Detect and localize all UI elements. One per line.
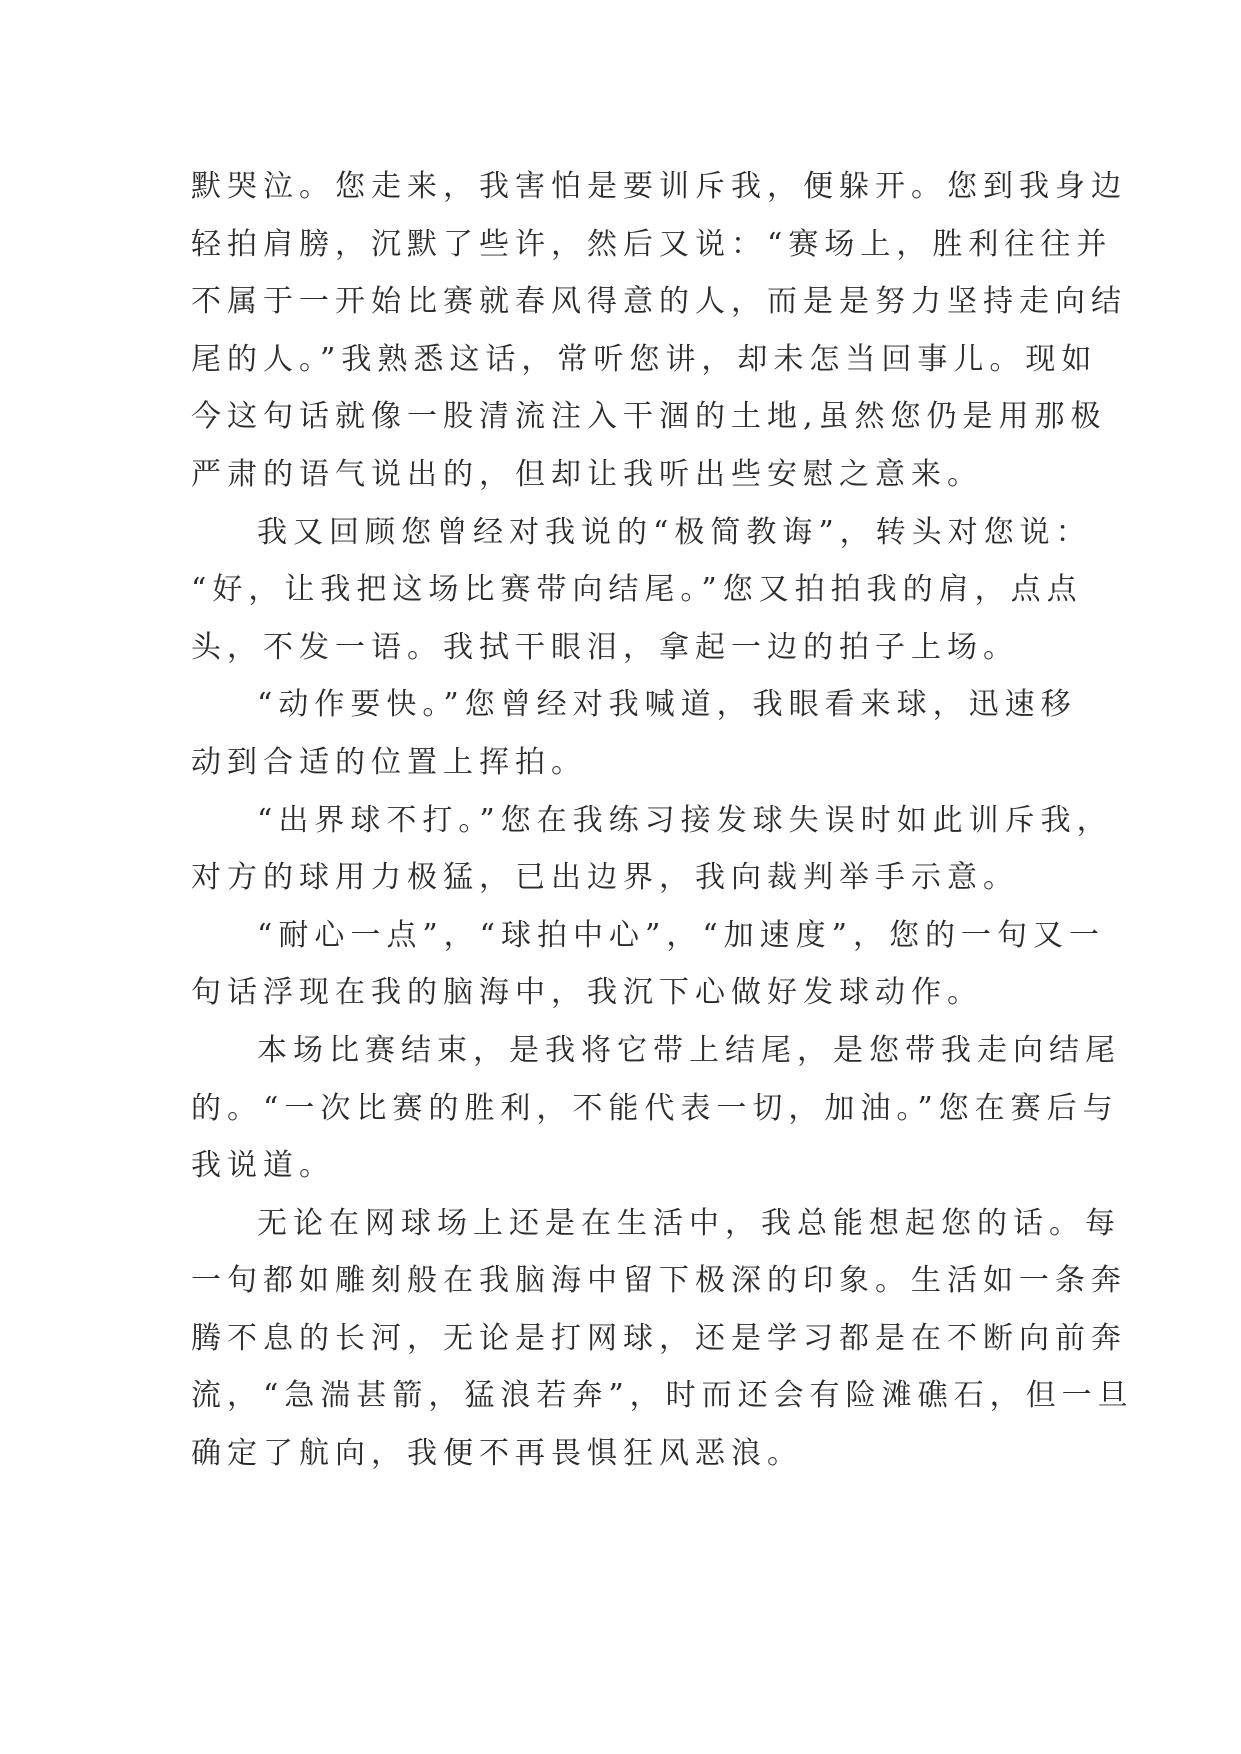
text-line: 的。“一次比赛的胜利，不能代表一切，加油。”您在赛后与 bbox=[191, 1090, 1119, 1126]
text-line: 一句都如雕刻般在我脑海中留下极深的印象。生活如一条奔 bbox=[191, 1263, 1127, 1299]
body-text bbox=[191, 158, 1134, 1483]
text-line: 轻拍肩膀，沉默了些许，然后又说：“赛场上，胜利往往并 bbox=[191, 226, 1113, 262]
paragraph bbox=[191, 1195, 1134, 1483]
paragraph bbox=[191, 792, 1113, 907]
text-line: “动作要快。”您曾经对我喊道，我眼看来球，迅速移 bbox=[257, 687, 1077, 723]
text-line: 流，“急湍甚箭，猛浪若奔”，时而还会有险滩礁石，但一旦 bbox=[191, 1378, 1134, 1414]
text-line: 对方的球用力极猛，已出边界，我向裁判举手示意。 bbox=[191, 860, 1019, 896]
text-line: 我说道。 bbox=[191, 1148, 335, 1184]
text-line: 无论在网球场上还是在生活中，我总能想起您的话。每 bbox=[257, 1205, 1121, 1241]
text-line: 严肃的语气说出的，但却让我听出些安慰之意来。 bbox=[191, 456, 983, 492]
paragraph bbox=[191, 907, 1106, 1022]
paragraph bbox=[191, 504, 1092, 677]
text-line: 我又回顾您曾经对我说的“极简教诲”，转头对您说： bbox=[257, 514, 1092, 550]
text-line: 今这句话就像一股清流注入干涸的土地,虽然您仍是用那极 bbox=[191, 399, 1107, 435]
text-line: 头，不发一语。我拭干眼泪，拿起一边的拍子上场。 bbox=[191, 629, 1019, 665]
text-line: 腾不息的长河，无论是打网球，还是学习都是在不断向前奔 bbox=[191, 1320, 1127, 1356]
paragraph bbox=[191, 1022, 1121, 1195]
text-line: “出界球不打。”您在我练习接发球失误时如此训斥我， bbox=[257, 802, 1113, 838]
text-line: 不属于一开始比赛就春风得意的人，而是是努力坚持走向结 bbox=[191, 284, 1127, 320]
text-line: 尾的人。”我熟悉这话，常听您讲，却未怎当回事儿。现如 bbox=[191, 341, 1098, 377]
text-line: 默哭泣。您走来，我害怕是要训斥我，便躲开。您到我身边 bbox=[191, 169, 1127, 204]
text-line: 确定了航向，我便不再畏惧狂风恶浪。 bbox=[191, 1436, 803, 1472]
text-line: 动到合适的位置上挥拍。 bbox=[191, 744, 587, 780]
paragraph bbox=[191, 676, 1077, 791]
paragraph bbox=[191, 158, 1127, 504]
text-line: “好，让我把这场比赛带向结尾。”您又拍拍我的肩，点点 bbox=[191, 572, 1083, 608]
text-line: “耐心一点”，“球拍中心”，“加速度”，您的一句又一 bbox=[257, 917, 1106, 953]
text-line: 句话浮现在我的脑海中，我沉下心做好发球动作。 bbox=[191, 975, 983, 1011]
text-line: 本场比赛结束，是我将它带上结尾，是您带我走向结尾 bbox=[257, 1032, 1121, 1068]
